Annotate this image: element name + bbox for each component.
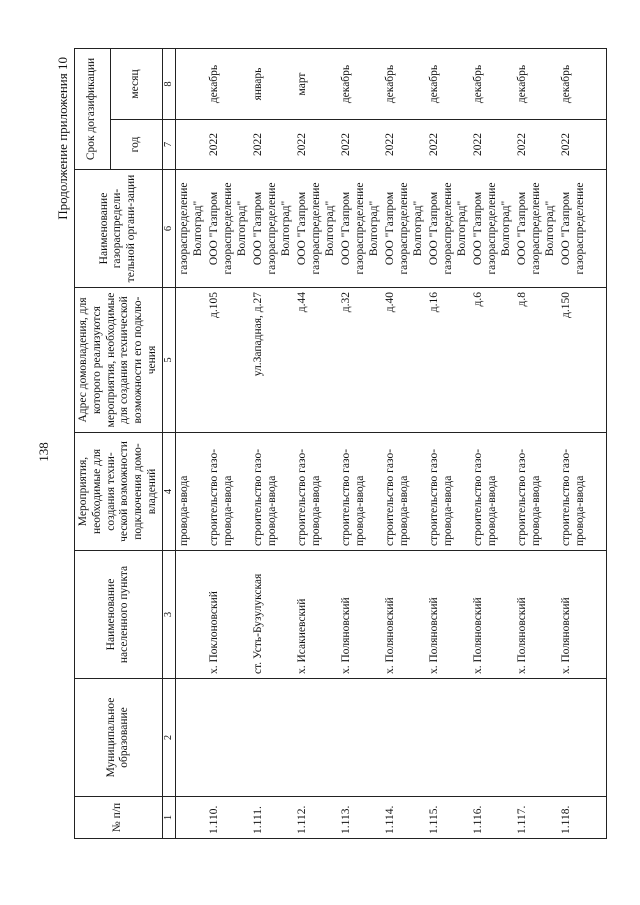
header-number: № п/п	[75, 797, 163, 839]
document-page	[30, 47, 610, 857]
column-number: 5	[162, 288, 176, 433]
column-number: 2	[162, 679, 176, 797]
header-municipality: Муниципальное образование	[75, 679, 163, 797]
header-measures: Мероприятия, необходимые для создания техни-ческой возможности подключения домо-владений	[75, 433, 163, 551]
column-number: 4	[162, 433, 176, 551]
header-organization: Наименование газораспредели-тельной органи-зации	[75, 170, 163, 288]
header-settlement: Наименование населенного пункта	[75, 551, 163, 679]
month-cell: декабрь январь март декабрь декабрь декабрь декабрь декабрь декабрь	[176, 49, 607, 120]
header-deadline: Срок догазификации	[75, 49, 111, 170]
appendix-label: Продолжение приложения 10	[55, 57, 70, 220]
measures-cell: провода-ввода строительство газо-провода-ввода строительство газо-провода-ввода строительство газо-провода-ввода строительство газо-провода-ввода строительство газо-провода-ввода строительство газо-провода-ввода строительство газо-провода-ввода строительство газо-провода-ввода строительство газо-провода-ввода	[176, 433, 607, 551]
column-number: 3	[162, 551, 176, 679]
year-cell: 2022 2022 2022 2022 2022 2022 2022 2022 2022	[176, 120, 607, 170]
municipality-cell	[176, 679, 607, 797]
table-row	[176, 49, 607, 839]
column-number: 1	[162, 797, 176, 839]
number-cell: 1.110. 1.111. 1.112. 1.113. 1.114. 1.115. 1.116. 1.117. 1.118.	[176, 797, 607, 839]
header-year: год	[110, 120, 162, 170]
address-cell: д.105 ул.Западная, д.27 д.44 д.32 д.40 д.16 д.6 д.8 д.150	[176, 288, 607, 433]
settlement-cell: х. Поклоновский ст. Усть-Бузулукская х. Исакиевский х. Поляновский х. Поляновский х. Поляновский х. Поляновский х. Поляновский х. Поляновский	[176, 551, 607, 679]
column-number: 6	[162, 170, 176, 288]
header-month: месяц	[110, 49, 162, 120]
organization-cell: газораспределение Волгоград" ООО "Газпром газораспределение Волгоград" ООО "Газпром газораспределение Волгоград" ООО "Газпром газораспределение Волгоград" ООО "Газпром газораспределение Волгоград" ООО "Газпром газораспределение Волгоград" ООО "Газпром газораспределение Волгоград" ООО "Газпром газораспределение Волгоград" ООО "Газпром газораспределение Волгоград" ООО "Газпром газораспределение	[176, 170, 607, 288]
column-number: 7	[162, 120, 176, 170]
column-number: 8	[162, 49, 176, 120]
page-number: 138	[36, 442, 51, 462]
header-address: Адрес домовладения, для которого реализуются мероприятия, необходимые для создания технической возможности его подклю-чения	[75, 288, 163, 433]
gasification-table	[74, 48, 607, 839]
